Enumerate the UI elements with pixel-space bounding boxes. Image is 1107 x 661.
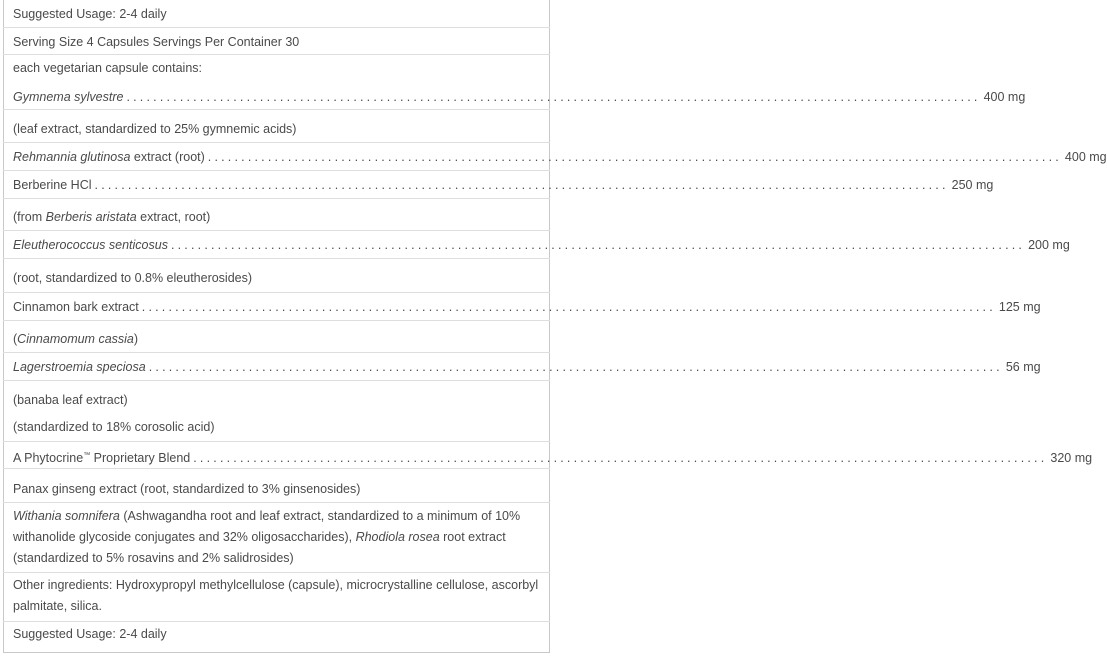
- note-text: (banaba leaf extract): [13, 393, 128, 407]
- cinnamon-note-row: [3, 327, 550, 353]
- rhodiola-description: root extract (standardized to 5% rosavins and 2% salidrosides): [13, 530, 506, 565]
- leader-dots: ................................................................................................................................: [170, 238, 1026, 252]
- gymnema-note-row: [3, 116, 550, 143]
- corosolic-note-row: [3, 415, 550, 442]
- panax-text: Panax ginseng extract (root, standardized to 3% ginsenosides): [13, 482, 361, 496]
- blend-name-post: Proprietary Blend: [90, 451, 191, 465]
- ingredient-name: Eleutherococcus senticosus: [13, 238, 168, 252]
- ingredient-amount: 400 mg: [1064, 150, 1107, 164]
- note-post: ): [133, 332, 139, 346]
- ingredient-name: [13, 147, 205, 168]
- suggested-usage-top: [3, 0, 550, 28]
- suggested-usage-bottom: [3, 622, 550, 650]
- serving-text: Serving Size 4 Capsules Servings Per Container 30: [13, 35, 300, 49]
- ingredient-amount: 250 mg: [951, 178, 994, 192]
- ingredient-name-italic: Rehmannia glutinosa: [13, 150, 131, 164]
- banaba-note-row: [3, 388, 550, 412]
- withania-name: Withania somnifera: [13, 509, 120, 523]
- note-pre: (: [13, 332, 18, 346]
- leader-dots: ................................................................................................................................: [148, 360, 1003, 374]
- leader-dots: ................................................................................................................................: [141, 300, 996, 314]
- note-italic: Berberis aristata: [45, 210, 137, 224]
- ingredient-gymnema: [3, 84, 1026, 110]
- usage-text: Suggested Usage: 2-4 daily: [13, 7, 167, 21]
- panax-row: [3, 476, 550, 503]
- note-text: (leaf extract, standardized to 25% gymnemic acids): [13, 122, 297, 136]
- ingredient-name: [13, 445, 190, 469]
- ingredient-name: Lagerstroemia speciosa: [13, 360, 146, 374]
- ingredient-berberine: [3, 172, 994, 199]
- other-ingredients-row: [3, 573, 550, 622]
- leader-dots: ................................................................................................................................: [193, 451, 1048, 465]
- usage-text: Suggested Usage: 2-4 daily: [13, 627, 167, 641]
- ingredient-rehmannia: [3, 144, 1107, 171]
- ingredient-proprietary-blend: [3, 443, 1093, 469]
- ingredient-lagerstroemia: [3, 354, 1041, 381]
- berberine-note-row: [3, 205, 550, 231]
- leader-dots: ................................................................................................................................: [94, 178, 949, 192]
- trademark-mark: ™: [83, 452, 91, 459]
- note-text: (standardized to 18% corosolic acid): [13, 420, 215, 434]
- ingredient-amount: 56 mg: [1005, 360, 1041, 374]
- contains-text: each vegetarian capsule contains:: [13, 61, 203, 75]
- leader-dots: ................................................................................................................................: [207, 150, 1062, 164]
- serving-size-row: [3, 29, 550, 55]
- withania-description: (Ashwagandha root and leaf extract, standardized to a minimum of 10% withanolide glycoside conjugates and 32% oligosaccharides),: [13, 509, 521, 544]
- ingredient-name: Gymnema sylvestre: [13, 90, 124, 104]
- eleuthero-note-row: [3, 266, 550, 293]
- blend-name-pre: A Phytocrine: [13, 451, 84, 465]
- withania-rhodiola-row: [3, 504, 550, 573]
- note-italic: Cinnamomum cassia: [17, 332, 134, 346]
- rhodiola-name: Rhodiola rosea: [355, 530, 440, 544]
- note-text: (root, standardized to 0.8% eleutherosides): [13, 271, 253, 285]
- ingredient-eleutherococcus: [3, 232, 1070, 259]
- note-post: extract, root): [136, 210, 211, 224]
- ingredient-amount: 400 mg: [983, 90, 1026, 104]
- ingredient-name-rest: extract (root): [130, 150, 205, 164]
- ingredient-amount: 125 mg: [998, 300, 1041, 314]
- other-ingredients-text: Other ingredients: Hydroxypropyl methylcellulose (capsule), microcrystalline cellulose, ascorbyl palmitate, silica.: [13, 578, 539, 613]
- leader-dots: ................................................................................................................................: [126, 90, 981, 104]
- note-pre: (from: [13, 210, 46, 224]
- ingredient-amount: 200 mg: [1028, 238, 1070, 252]
- ingredient-name: Cinnamon bark extract: [13, 300, 139, 314]
- ingredient-name: Berberine HCl: [13, 178, 92, 192]
- ingredient-amount: 320 mg: [1050, 451, 1093, 465]
- ingredient-cinnamon: [3, 294, 1041, 321]
- contains-row: [3, 57, 550, 81]
